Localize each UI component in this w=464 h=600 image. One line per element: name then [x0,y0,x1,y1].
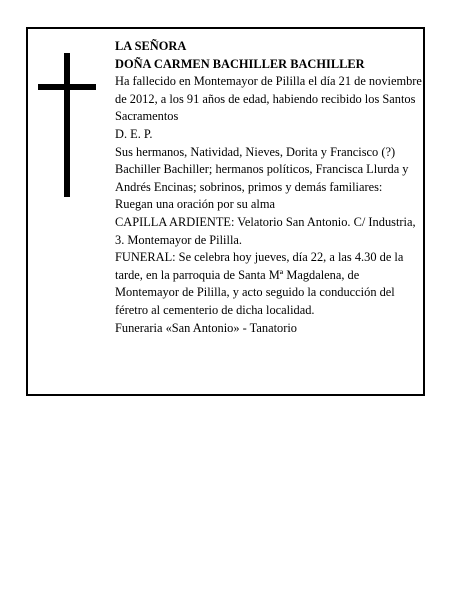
cross-horizontal-bar [38,84,96,90]
cross-vertical-bar [64,53,70,197]
obituary-heading: LA SEÑORA [115,39,187,53]
funeral-info: FUNERAL: Se celebra hoy jueves, día 22, a las 4.30 de la tarde, en la parroquia de Santa Mª Magdalena, de Montemayor de Pililla, y acto seguido la conducción del féretro al cementerio de dicha localidad. [115,250,404,317]
funeral-home: Funeraria «San Antonio» - Tanatorio [115,320,297,335]
family-list: Sus hermanos, Natividad, Nieves, Dorita y Francisco (?) Bachiller Bachiller; hermanos políticos, Francisca Llurda y Andrés Encinas; sobrinos, primos y demás familiares: [115,144,409,194]
prayer-request: Ruegan una oración por su alma [115,197,275,212]
chapel-info: CAPILLA ARDIENTE: Velatorio San Antonio. C/ Industria, 3. Montemayor de Pililla. [115,214,416,247]
rip-line: D. E. P. [115,126,153,141]
death-announcement: Ha fallecido en Montemayor de Pililla el día 21 de noviembre de 2012, a los 91 años de edad, habiendo recibido los Santos Sacramentos [115,74,422,124]
deceased-name: DOÑA CARMEN BACHILLER BACHILLER [115,56,365,71]
obituary-text [115,38,423,337]
